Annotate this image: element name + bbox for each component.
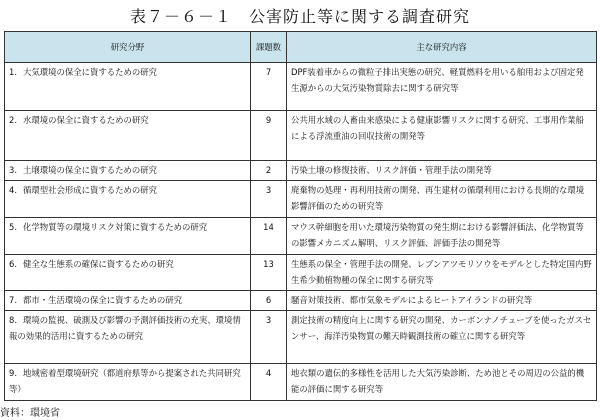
field-text: 水環境の保全に資するための研究 — [23, 115, 149, 125]
field-cell — [5, 63, 251, 111]
field-cell — [5, 255, 251, 291]
field-text: 都市・生活環境の保全に資するための研究 — [23, 295, 183, 305]
row-number: 5. — [9, 222, 17, 232]
content-cell: 騒音対策技術、都市気象モデルによるヒートアイランドの研究等 — [287, 291, 597, 311]
content-cell: 公共用水域の人畜由来感染による健康影響リスクに関する研究、工事用作業船による浮流重油の回収技術の開発等 — [287, 111, 597, 161]
row-number: 7. — [9, 295, 17, 305]
table-row — [5, 161, 597, 181]
row-number: 8. — [9, 315, 17, 325]
row-number: 3. — [9, 165, 17, 175]
table-row — [5, 291, 597, 311]
row-number: 2. — [9, 115, 17, 125]
table-row — [5, 311, 597, 364]
row-number: 1. — [9, 67, 17, 77]
research-table — [4, 31, 597, 401]
content-cell: 地衣類の遺伝的多様性を活用した大気汚染診断、ため池とその周辺の公益的機能の評価に関する研究等 — [287, 364, 597, 401]
field-text: 化学物質等の環境リスク対策に資するための研究 — [23, 222, 208, 232]
field-cell — [5, 111, 251, 161]
header-content: 主な研究内容 — [287, 32, 597, 63]
content-cell: 生態系の保全・管理手法の開発、レブンアツモリソウをモデルとした特定国内野生希少動植物種の保全に関する研究等 — [287, 255, 597, 291]
content-cell: 汚染土壌の修復技術、リスク評価・管理手法の開発等 — [287, 161, 597, 181]
row-number: 6. — [9, 259, 17, 269]
source-note: 資料：環境省 — [0, 408, 60, 419]
content-cell: DPF装着車からの微粒子排出実態の研究、軽質燃料を用いる舶用および固定発生源からの大気汚染物質除去に関する研究等 — [287, 63, 597, 111]
count-cell: 13 — [251, 255, 287, 291]
field-cell — [5, 311, 251, 364]
row-number: 9. — [9, 368, 17, 378]
page-title: 表７－６－１ 公害防止等に関する調査研究 — [129, 7, 470, 26]
field-text: 循環型社会形成に資するための研究 — [23, 185, 157, 195]
field-cell — [5, 161, 251, 181]
count-cell: 3 — [251, 181, 287, 218]
header-field: 研究分野 — [5, 32, 251, 63]
field-text: 大気環境の保全に資するための研究 — [23, 67, 157, 77]
count-cell: 7 — [251, 63, 287, 111]
table-row — [5, 364, 597, 401]
field-text: 土壌環境の保全に資するための研究 — [23, 165, 157, 175]
table-row — [5, 255, 597, 291]
content-cell: マウス幹細胞を用いた環境汚染物質の発生期における影響評価法、化学物質等の影響メカニズム解明、リスク評価、評価手法の開発等 — [287, 218, 597, 255]
table-row — [5, 111, 597, 161]
count-cell: 3 — [251, 311, 287, 364]
field-text: 健全な生態系の確保に資するための研究 — [23, 259, 174, 269]
header-count: 課題数 — [251, 32, 287, 63]
content-cell: 廃棄物の処理・再利用技術の開発、再生建材の循環利用における長期的な環境影響評価のための研究等 — [287, 181, 597, 218]
field-text: 環境の監視、破測及び影響の予測評価技術の充実、環境情報の効果的活用に資するための研究 — [9, 315, 241, 341]
field-cell — [5, 364, 251, 401]
table-row — [5, 181, 597, 218]
table-row — [5, 218, 597, 255]
table-header-row — [5, 32, 597, 63]
field-cell — [5, 291, 251, 311]
count-cell: 4 — [251, 364, 287, 401]
count-cell: 14 — [251, 218, 287, 255]
field-text: 地域密着型環境研究（都道府県等から提案された共同研究等） — [9, 368, 241, 394]
field-cell — [5, 218, 251, 255]
count-cell: 2 — [251, 161, 287, 181]
field-cell — [5, 181, 251, 218]
count-cell: 6 — [251, 291, 287, 311]
row-number: 4. — [9, 185, 17, 195]
count-cell: 9 — [251, 111, 287, 161]
table-row — [5, 63, 597, 111]
content-cell: 測定技術の精度向上に関する研究の開発、カーボンナノチューブを使ったガスセンサー、海洋汚染物質の難天時観測技術の確立に関する研究等 — [287, 311, 597, 364]
